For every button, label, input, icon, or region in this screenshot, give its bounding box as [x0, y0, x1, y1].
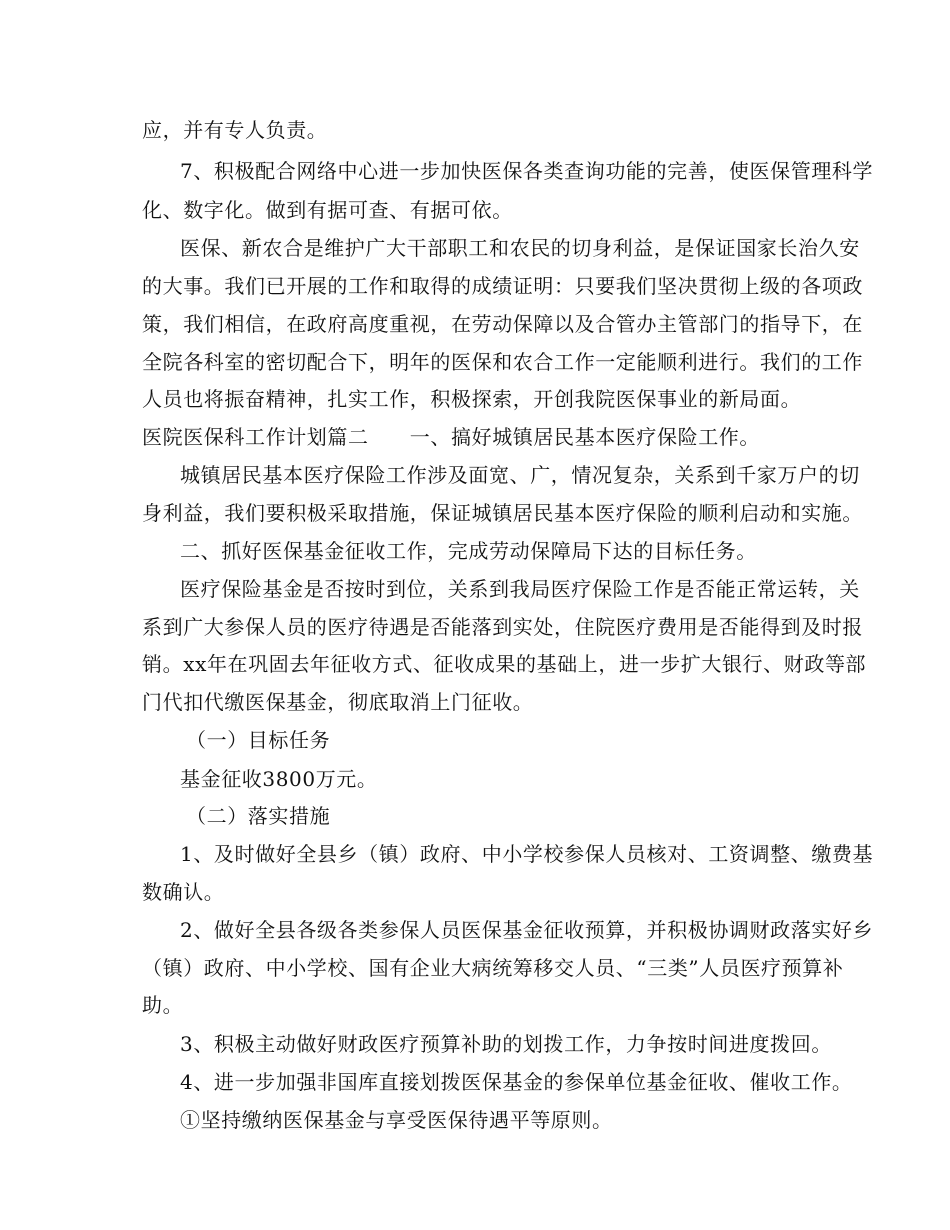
- section-heading: 医院医保科工作计划篇二 一、搞好城镇居民基本医疗保险工作。: [142, 425, 760, 449]
- text-line: 医疗保险基金是否按时到位，关系到我局医疗保险工作是否能正常运转，关: [180, 577, 860, 601]
- text-line: 二、抓好医保基金征收工作，完成劳动保障局下达的目标任务。: [180, 539, 757, 563]
- text-line: 数确认。: [142, 880, 225, 904]
- text-line: 3、积极主动做好财政医疗预算补助的划拨工作，力争按时间进度拨回。: [180, 1032, 832, 1056]
- text-line: 人员也将振奋精神，扎实工作，积极探索，开创我院医保事业的新局面。: [142, 387, 802, 411]
- text-line: 门代扣代缴医保基金，彻底取消上门征收。: [142, 690, 534, 714]
- text-line: 应，并有专人负责。: [142, 118, 328, 142]
- text-line: （镇）政府、中小学校、国有企业大病统筹移交人员、“三类”人员医疗预算补: [142, 956, 844, 980]
- text-line: 2、做好全县各级各类参保人员医保基金征收预算，并积极协调财政落实好乡: [180, 918, 874, 942]
- text-line: 销。xx年在巩固去年征收方式、征收成果的基础上，进一步扩大银行、财政等部: [142, 652, 867, 676]
- text-line: 7、积极配合网络中心进一步加快医保各类查询功能的完善，使医保管理科学: [180, 159, 874, 183]
- text-line: 助。: [142, 993, 184, 1017]
- text-line: ①坚持缴纳医保基金与享受医保待遇平等原则。: [180, 1108, 613, 1132]
- text-line: 化、数字化。做到有据可查、有据可依。: [142, 198, 513, 222]
- subheading: （一）目标任务: [186, 728, 331, 752]
- text-line: 身利益，我们要积极采取措施，保证城镇居民基本医疗保险的顺利启动和实施。: [142, 501, 863, 525]
- text-line: 医保、新农合是维护广大干部职工和农民的切身利益，是保证国家长治久安: [180, 236, 860, 260]
- text-line: 城镇居民基本医疗保险工作涉及面宽、广，情况复杂，关系到千家万户的切: [180, 463, 860, 487]
- text-line: 系到广大参保人员的医疗待遇是否能落到实处，住院医疗费用是否能得到及时报: [142, 615, 863, 639]
- text-line: 策，我们相信，在政府高度重视，在劳动保障以及合管办主管部门的指导下，在: [142, 312, 863, 336]
- subheading: （二）落实措施: [186, 804, 331, 828]
- text-line: 1、及时做好全县乡（镇）政府、中小学校参保人员核对、工资调整、缴费基: [180, 842, 874, 866]
- text-line: 基金征收3800万元。: [180, 767, 378, 791]
- text-line: 的大事。我们已开展的工作和取得的成绩证明：只要我们坚决贯彻上级的各项政: [142, 274, 863, 298]
- text-line: 全院各科室的密切配合下，明年的医保和农合工作一定能顺利进行。我们的工作: [142, 350, 863, 374]
- text-line: 4、进一步加强非国库直接划拨医保基金的参保单位基金征收、催收工作。: [180, 1070, 853, 1094]
